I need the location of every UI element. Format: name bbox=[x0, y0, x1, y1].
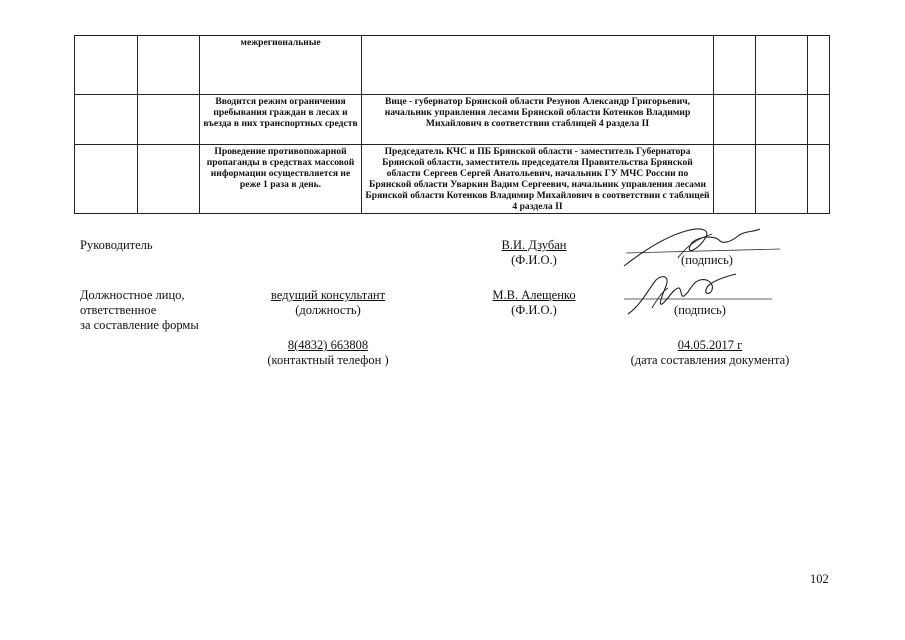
measure-cell: Проведение противопожарной пропаганды в средствах массовой информации осуществляется не реже 1 раза в день. bbox=[200, 145, 362, 214]
official-position: ведущий консультант bbox=[270, 288, 386, 302]
table-cell bbox=[75, 145, 138, 214]
head-signature-image bbox=[620, 222, 785, 272]
table-row bbox=[75, 36, 830, 95]
head-fio-caption: (Ф.И.О.) bbox=[511, 253, 557, 267]
page-number: 102 bbox=[810, 572, 829, 586]
official-label-line3: за составление формы bbox=[80, 318, 199, 332]
head-signature-caption: (подпись) bbox=[681, 253, 733, 267]
table-cell bbox=[714, 36, 756, 95]
table-cell bbox=[75, 95, 138, 145]
table-cell bbox=[714, 145, 756, 214]
table-cell bbox=[756, 36, 808, 95]
table-cell bbox=[138, 95, 200, 145]
measure-cell: Вводится режим ограничения пребывания граждан в лесах и въезда в них транспортных средств bbox=[200, 95, 362, 145]
official-signature-image bbox=[618, 268, 778, 320]
official-label-line1: Должностное лицо, bbox=[80, 288, 185, 302]
table-cell bbox=[75, 36, 138, 95]
table-cell bbox=[756, 145, 808, 214]
table-cell bbox=[756, 95, 808, 145]
date-caption: (дата составления документа) bbox=[630, 353, 790, 367]
responsible-cell: Вице - губернатор Брянской области Резунов Александр Григорьевич, начальник управления лесами Брянской области Котенков Владимир Михайлович в соответствии стаблицей 4 раздела II bbox=[362, 95, 714, 145]
table-cell bbox=[808, 145, 830, 214]
responsible-cell: Председатель КЧС и ПБ Брянской области - заместитель Губернатора Брянской области, заместитель председателя Правительства Брянской области Сергеев Сергей Анатольевич, начальник ГУ МЧС России по Брянской области Уваркин Вадим Сергеевич, начальник управления лесами Брянской области Котенков Владимир Михайлович в соответствии с таблицей 4 раздела II bbox=[362, 145, 714, 214]
official-label-line2: ответственное bbox=[80, 303, 157, 317]
head-label: Руководитель bbox=[80, 238, 153, 252]
official-name: М.В. Алещенко bbox=[492, 288, 576, 302]
table-row bbox=[75, 95, 830, 145]
measure-cell: межрегиональные bbox=[200, 36, 362, 95]
contact-phone: 8(4832) 663808 bbox=[287, 338, 369, 352]
document-date: 04.05.2017 г bbox=[677, 338, 743, 352]
phone-caption: (контактный телефон ) bbox=[267, 353, 389, 367]
table-cell bbox=[138, 36, 200, 95]
table-cell bbox=[138, 145, 200, 214]
measures-table bbox=[74, 35, 830, 214]
position-caption: (должность) bbox=[295, 303, 361, 317]
head-name: В.И. Дзубан bbox=[501, 238, 567, 252]
table-row bbox=[75, 145, 830, 214]
official-signature-caption: (подпись) bbox=[674, 303, 726, 317]
responsible-cell bbox=[362, 36, 714, 95]
table-cell bbox=[808, 95, 830, 145]
table-cell bbox=[714, 95, 756, 145]
official-fio-caption: (Ф.И.О.) bbox=[511, 303, 557, 317]
table-cell bbox=[808, 36, 830, 95]
